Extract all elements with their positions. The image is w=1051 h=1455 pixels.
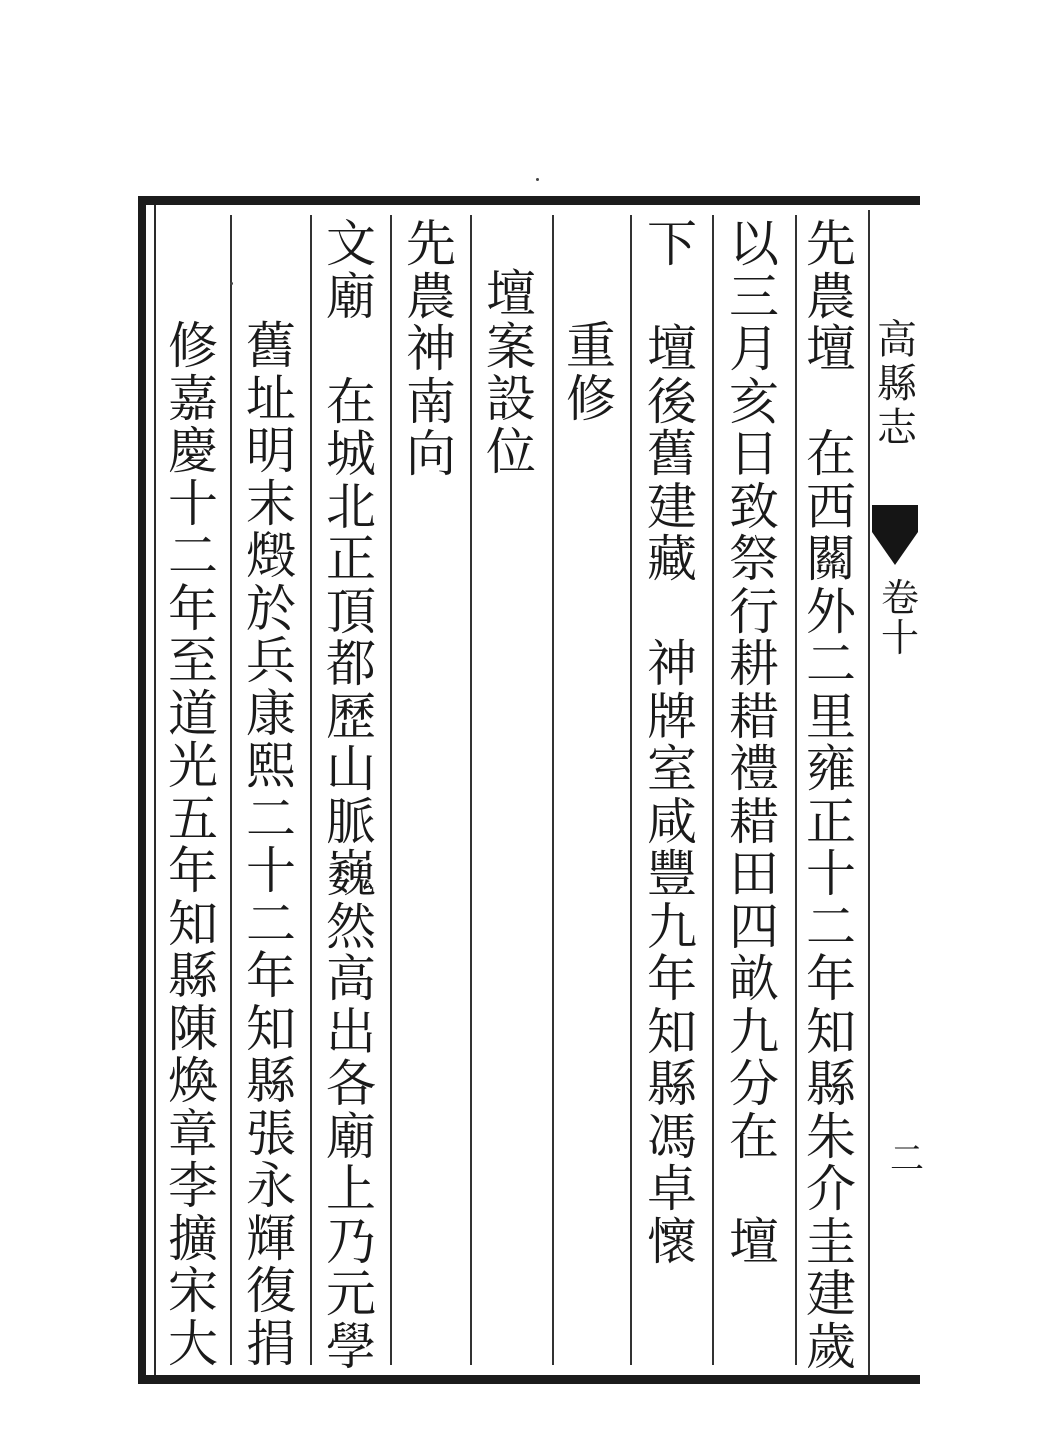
column-char: 元 [326, 1265, 376, 1323]
text-column-9 [162, 317, 224, 1373]
column-rule [712, 215, 714, 1365]
column-char: 出 [326, 1002, 376, 1061]
column-char: 頂 [326, 582, 376, 641]
column-char: 輝 [246, 1209, 296, 1268]
column-char: 宋 [168, 1262, 218, 1320]
column-char: 巍 [326, 845, 376, 903]
column-rule [390, 215, 392, 1365]
column-char: 於 [246, 579, 296, 638]
text-column-1 [800, 215, 862, 1376]
column-char: 脈 [326, 792, 376, 851]
column-char: 四 [729, 897, 779, 956]
print-speck [536, 178, 539, 181]
column-char: 二 [246, 789, 296, 848]
column-char: 年 [647, 950, 697, 1008]
column-char: 道 [168, 684, 218, 743]
column-char: 年 [168, 842, 218, 900]
column-char: 學 [326, 1317, 376, 1376]
column-char: 文 [326, 215, 376, 273]
column-char: 縣 [246, 1052, 296, 1110]
column-char: 正 [326, 530, 376, 588]
spine-char: 志 [877, 405, 917, 451]
column-char: 三 [729, 267, 779, 326]
column-char: 建 [647, 477, 697, 536]
column-rule [795, 215, 797, 1365]
column-char: 二 [246, 894, 296, 953]
column-char [647, 586, 697, 639]
column-char: 分 [729, 1055, 779, 1113]
column-char: 城 [326, 425, 376, 483]
column-char: 至 [168, 632, 218, 690]
column-char: 上 [326, 1160, 376, 1218]
text-column-2 [723, 215, 785, 1271]
spine-char: 卷 [880, 576, 919, 620]
column-char: 年 [806, 950, 856, 1008]
column-rule [230, 215, 232, 1365]
column-char: 耤 [729, 792, 779, 851]
column-char: 年 [168, 579, 218, 638]
column-char: 卓 [647, 1160, 697, 1218]
column-char: 熙 [246, 737, 296, 795]
column-char: 十 [246, 842, 296, 900]
column-char: 縣 [168, 947, 218, 1005]
column-char [326, 323, 376, 376]
spine-char: 十 [880, 616, 919, 660]
column-char: 修 [168, 317, 218, 375]
column-char: 都 [326, 635, 376, 693]
column-char: 李 [168, 1157, 218, 1215]
column-char: 馮 [647, 1107, 697, 1166]
column-char: 擴 [168, 1209, 218, 1268]
column-char: 高 [326, 950, 376, 1008]
column-char: 建 [806, 1265, 856, 1323]
spine-page-number: 二 [890, 1139, 924, 1179]
column-char: 農 [806, 267, 856, 326]
column-rule [552, 215, 554, 1365]
spine-char: 縣 [877, 361, 917, 407]
column-char: 向 [406, 425, 456, 483]
column-char: 九 [647, 897, 697, 956]
text-column-8 [240, 317, 302, 1373]
column-char: 然 [326, 897, 376, 956]
column-char: 介 [806, 1160, 856, 1218]
column-char: 外 [806, 582, 856, 641]
column-char: 耤 [729, 687, 779, 746]
column-char: 十 [168, 474, 218, 533]
column-char: 知 [168, 894, 218, 953]
column-char: 神 [647, 635, 697, 693]
column-char: 舊 [246, 317, 296, 375]
column-char: 壇 [729, 1212, 779, 1271]
frame-inner-border [154, 205, 156, 1375]
column-char: 月 [729, 320, 779, 378]
column-char: 壇 [486, 265, 536, 323]
column-char: 明 [246, 422, 296, 480]
column-char: 二 [806, 635, 856, 693]
column-char: 位 [486, 422, 536, 481]
column-char: 祭 [729, 530, 779, 588]
column-char: 壇 [647, 320, 697, 378]
spine-book-title [876, 318, 918, 450]
column-char: 張 [246, 1104, 296, 1163]
column-rule [310, 215, 312, 1365]
column-char: 案 [486, 317, 536, 376]
text-column-7 [320, 215, 382, 1376]
column-rule [630, 215, 632, 1365]
column-char: 歷 [326, 687, 376, 746]
column-char: 後 [647, 372, 697, 431]
column-char: 雍 [806, 740, 856, 798]
column-char: 壇 [806, 320, 856, 378]
column-char: 嘉 [168, 369, 218, 428]
column-char: 神 [406, 320, 456, 378]
column-char: 下 [647, 215, 697, 273]
column-char: 日 [729, 425, 779, 483]
column-char: 復 [246, 1262, 296, 1320]
column-char: 康 [246, 684, 296, 743]
column-char: 歲 [806, 1317, 856, 1376]
column-char: 設 [486, 370, 536, 428]
text-column-3 [641, 215, 703, 1271]
column-char: 牌 [647, 687, 697, 746]
text-column-5 [480, 265, 542, 481]
text-column-4 [560, 317, 622, 428]
column-char: 燬 [246, 527, 296, 585]
column-char: 亥 [729, 372, 779, 431]
column-char: 朱 [806, 1107, 856, 1166]
column-char: 慶 [168, 422, 218, 480]
column-char: 圭 [806, 1212, 856, 1271]
column-char: 正 [806, 792, 856, 851]
column-char: 光 [168, 737, 218, 795]
column-char: 知 [246, 999, 296, 1058]
column-char: 畝 [729, 950, 779, 1008]
column-char: 山 [326, 740, 376, 798]
column-char: 知 [647, 1002, 697, 1061]
column-char: 農 [406, 267, 456, 326]
column-char: 陳 [168, 999, 218, 1058]
column-char [806, 376, 856, 429]
column-char: 藏 [647, 530, 697, 588]
column-char: 重 [566, 317, 616, 375]
column-char: 址 [246, 369, 296, 428]
column-char: 里 [806, 687, 856, 746]
spine-char: 高 [877, 317, 917, 363]
column-char: 懷 [647, 1212, 697, 1271]
column-char: 先 [806, 215, 856, 273]
column-char: 乃 [326, 1212, 376, 1271]
column-char: 田 [729, 845, 779, 903]
column-char: 永 [246, 1157, 296, 1215]
column-char: 北 [326, 477, 376, 536]
column-char: 末 [246, 474, 296, 533]
column-char: 廟 [326, 1107, 376, 1166]
text-column-6 [400, 215, 462, 483]
column-char: 關 [806, 530, 856, 588]
column-char: 知 [806, 1002, 856, 1061]
column-char: 煥 [168, 1052, 218, 1110]
column-char: 咸 [647, 792, 697, 851]
column-char: 年 [246, 947, 296, 1005]
spine-volume-label [880, 578, 920, 658]
column-char: 縣 [647, 1055, 697, 1113]
column-char: 兵 [246, 632, 296, 690]
column-char: 南 [406, 372, 456, 431]
column-char: 十 [806, 845, 856, 903]
column-char: 禮 [729, 740, 779, 798]
print-speck [230, 282, 233, 285]
column-char: 舊 [647, 425, 697, 483]
column-char: 西 [806, 477, 856, 536]
column-char: 室 [647, 740, 697, 798]
column-char: 縣 [806, 1055, 856, 1113]
column-char: 修 [566, 369, 616, 428]
column-char: 各 [326, 1055, 376, 1113]
column-char: 在 [806, 425, 856, 483]
column-char: 在 [326, 372, 376, 431]
column-char: 在 [729, 1107, 779, 1166]
column-char: 致 [729, 477, 779, 536]
column-char: 大 [168, 1314, 218, 1373]
column-char [647, 271, 697, 324]
column-char: 行 [729, 582, 779, 641]
column-char: 五 [168, 789, 218, 848]
column-char: 二 [168, 527, 218, 585]
column-rule [470, 215, 472, 1365]
column-char: 先 [406, 215, 456, 273]
column-char: 以 [729, 215, 779, 273]
column-char: 豐 [647, 845, 697, 903]
column-char: 耕 [729, 635, 779, 693]
column-char: 九 [729, 1002, 779, 1061]
column-char: 捐 [246, 1314, 296, 1373]
column-char: 廟 [326, 267, 376, 326]
column-char: 章 [168, 1104, 218, 1163]
column-char [729, 1163, 779, 1216]
column-char: 二 [806, 897, 856, 956]
